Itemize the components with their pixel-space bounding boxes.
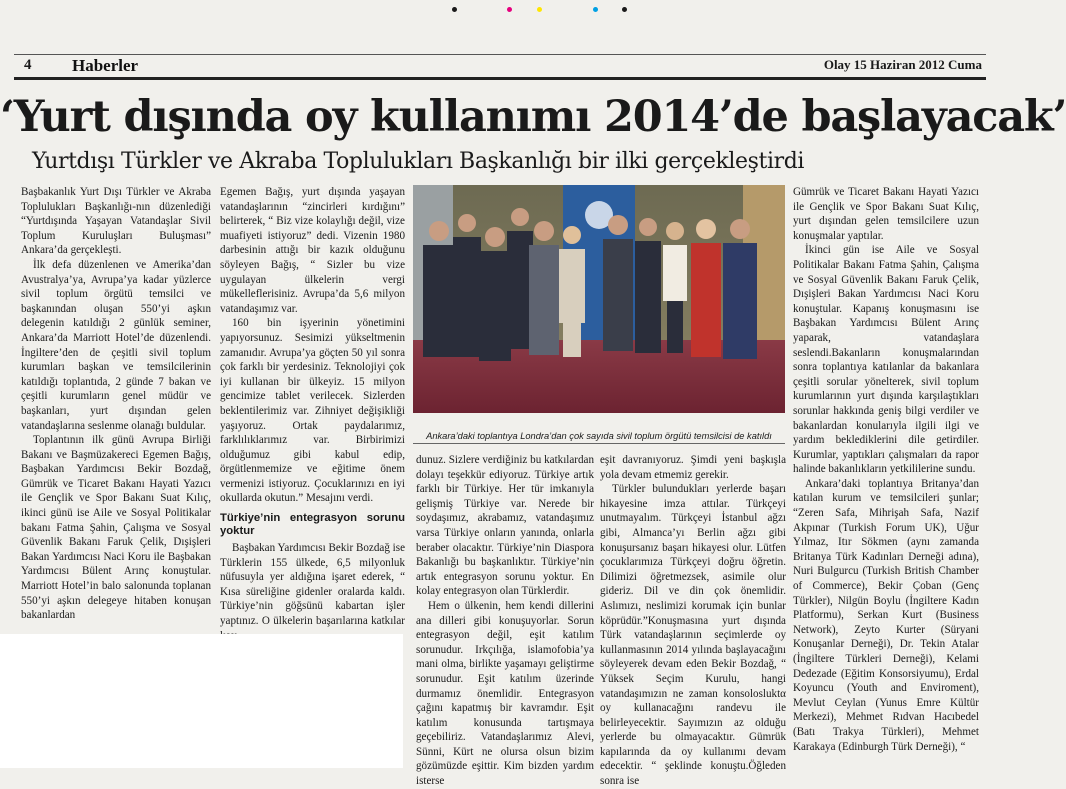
caption-divider [413, 443, 785, 444]
page-header [14, 54, 986, 80]
article-column-2 [220, 185, 405, 628]
photo-caption: Ankara’daki toplantıya Londra’dan çok sayıda sivil toplum örgütü temsilcisi de katıldı [426, 431, 772, 441]
page-number: 4 [24, 57, 32, 73]
paragraph: dunuz. Sizlere verdiğiniz bu katkılardan dolayı teşekkür ediyoruz. Türkiye artık farklı bir Türkiye. Her tür imkanıyla gelişmiş Türkiye var. Nerede bir soydaşımız, akrabamız, vatandaşımız varsa Türkiye onların yanında, onlarla beraber olacaktır. Türkiye’nin Diaspora Bakanlığı bu başkanlıktır. Türkiye’nin artık entegrasyon sorunu yoktur. En kolay entegrasyon olan Türklerdir. [416, 454, 594, 598]
registration-dot [507, 7, 512, 12]
registration-dot [622, 7, 627, 12]
blank-clipping-area [0, 634, 403, 768]
paragraph: Başbakanlık Yurt Dışı Türkler ve Akraba Toplulukları Başkanlığı-nın düzenlediği “Yurtdışında Yaşayan Vatandaşlar Sivil Toplum Kuruluşları Buluşması” Ankara’da gerçekleşti. [21, 186, 211, 257]
paragraph: eşit davranıyoruz. Şimdi yeni başkışla yola devam etmemiz gerekir. [600, 454, 786, 481]
registration-dot [537, 7, 542, 12]
column-subheading: Türkiye’nin entegrasyon sorunu yoktur [220, 512, 405, 538]
article-column-1 [21, 185, 211, 625]
group-photo-illustration [413, 185, 785, 413]
article-column-4 [600, 453, 786, 788]
meeting-group-photo [413, 185, 785, 413]
paragraph: 160 bin işyerinin yönetimini yapıyorsunuz. Sesimizi yükseltmenin zamanıdır. Avrupa’ya göçten 50 yıl sonra çok farklı bir yerdesiniz. Teknolojiyi çok iyi kullanan bir ülkeyiz. 15 milyon gencimize tablet verilecek. Sizlerden beklentilerimiz var. Zihniyet değişikliği yaşıyoruz. Ortak paydalarımız, farklılıklarımız var. Birbirimizi olduğumuz gibi kabul edip, örgütlenmemize ve eğitime önem vermenizi istiyoruz. Çocuklarınızı en iyi okullarda okutun.” Mesajını verdi. [220, 317, 405, 505]
article-subhead: Yurtdışı Türkler ve Akraba Toplulukları Başkanlığı bir ilki gerçekleştirdi [32, 149, 805, 174]
section-title: Haberler [72, 56, 139, 75]
registration-dot [452, 7, 457, 12]
paragraph: Türkler bulundukları yerlerde başarı hikayesine imza attılar. Türkçeyi unutmayalım. Türkçeyi İstanbul ağzı gibi, Almanca’yı Berlin ağzı gibi konuşursanız başarı hikayesi olur. Lütfen çocuklarımıza Türkçeyi doğru öğretin. Dilimizi öğretmezsek, asimile olur gideriz. Dil ve din çok önemlidir. Aslımızı, neslimizi korumak için bunlar köprüdür.”Konuşmasına yurt dışında Türk vatandaşlarının seçimlerde oy kullanmasının 2014 yılında başlayacağını söyleyerek devam eden Bekir Bozdağ, “ Yüksek Seçim Kurulu, hangi vatandaşımızın ne zaman konsolosluktα oy kullanacağını randevu ile belirleyecektir. Sayımızın az olduğu yerlerde bu olmayacaktır. Gümrük kapılarında da oy kullanımı devam edecektir. “ şeklinde konuştu.Öğleden sonra ise [600, 483, 786, 788]
registration-dot [593, 7, 598, 12]
paragraph: Gümrük ve Ticaret Bakanı Hayati Yazıcı ile Gençlik ve Spor Bakanı Suat Kılıç, yurt dışından gelen temsilcilere uzun konuşmalar yaptılar. [793, 186, 979, 242]
paragraph: İlk defa düzenlenen ve Amerika’dan Avustralya’ya, Avrupa’ya kadar yüzlerce sivil toplum örgütü temsilci ve başkanından oluşan 550’yi aşkın delegenin katıldığı 2 günlük seminer, Ankara’da Marriott Hotel’de düzenlendi. İngiltere’den de çeşitli sivil toplum kurumları başkan ve temsilcilerinin katıldığı toplantıda, 2 günde 7 bakan ve çeşitli kurumların genel müdür ve başkanları, yurt dışından gelen vatandaşlarına seslenme olanağı buldular. [21, 258, 211, 432]
article-column-3 [416, 453, 594, 788]
paragraph: Egemen Bağış, yurt dışında yaşayan vatandaşlarının “zincirleri kırdığını” belirterek, “ Biz vize kolaylığı değil, vize muafiyeti istiyoruz” dedi. Vizenin 1980 darbesinin attığı bir kazık olduğunu söyleyen Bağış, “ Sizler bu vize uygulayan ülkelerin vergi mükelleflerisiniz. Avrupa’da 5,6 milyon vatandaşımız var. [220, 186, 405, 315]
paragraph: Toplantının ilk günü Avrupa Birliği Bakanı ve Başmüzakereci Egemen Bağış, Başbakan Yardımcısı Bekir Bozdağ, Gümrük ve Ticaret Bakanı Hayati Yazıcı ile Gençlik ve Spor Bakanı Suat Kılıç, ikinci günü ise Aile ve Sosyal Politikalar bakanı Fatma Şahin, Çalışma ve Sosyal Güvenlik Bakanı Faruk Çelik, Dışişleri Bakan Yardımcısı Naci Koru ile Başbakan Yardımcısı Bülent Arınç konuştular. Marriott Hotel’in balo salonunda toplanan 550’yi aşkın delegeye hitaben konuşan bakanlardan [21, 434, 211, 622]
paragraph: Hem o ülkenin, hem kendi dillerini ana dilleri gibi konuşuyorlar. Sorun entegrasyon değil, eşit katılım sorunudur. Irkçılığa, islamofobia’ya mani olma, birlikte yaşamayı geliştirme sorunudur. Eşit katılım üzerinde durmamız önemlidir. Entegrasyon çağını kapatmış bir kavramdır. Eşit katılım konusunda tartışmaya geçebiliriz. Vatandaşlarımız Alevi, Sünni, Kürt ne olursa olsun bizim gözümüzde eşittir. Kim bizden yardım isterse [416, 599, 594, 788]
article-headline: ‘Yurt dışında oy kullanımı 2014’de başlayacak’ [0, 92, 1066, 142]
dateline: Olay 15 Haziran 2012 Cuma [823, 57, 982, 72]
print-registration-marks [0, 4, 1000, 18]
paragraph: İkinci gün ise Aile ve Sosyal Politikalar Bakanı Fatma Şahin, Çalışma ve Sosyal Güvenlik Bakanı Faruk Çelik, Dışişleri Bakan Yardımcısı Naci Koru konuştular. Kapanış konuşmasını ise Başbakan Yardımcısı Bülent Arınç yaparak, vatandaşlara seslendi.Bakanların konuşmalarından sonra toplantıya katılanlar da bakanlara çeşitli sorular yönelterek, sivil toplum kurumlarının yurt dışında karşılaştıkları sorunlar hakkında geniş bilgi verdiler ve bakanlardan konularıyla ilgili ilgi ve yardım beklediklerini dile getirdiler. Kurumlar, yaptıkları çalışmaları da rapor halinde bakanlıkların yetkililerine sundu. [793, 244, 979, 476]
article-column-5 [793, 185, 979, 765]
paragraph: Başbakan Yardımcısı Bekir Bozdağ ise Türklerin 155 ülkede, 6,5 milyonluk nüfusuyla yer aldığına işaret ederek, “ Kısa süreliğine gidenler oralarda kaldı. Türkiye’nin göğsünü kabartan işler yaptınız. O ülkelerin başarılarına katkılar [220, 542, 405, 628]
paragraph: Ankara’daki toplantıya Britanya’dan katılan kurum ve temsilcileri şunlar; “Zeren Safa, Mihrişah Safa, Nazif Akpınar (Turkish Forum UK), Uğur Yılmaz, Itır Sökmen (aynı zamanda Britanya Türk Kadınları Derneği adına), Nuri Bulgurcu (Turkish British Chamber of Commerce), Bekir Çoban (Genç Türkler), Nilgün Boylu (İngiltere Kadın Platformu), Serkan Kurt (Business Network), Zeyto Kurter (Süryani Konuşanlar Derneği), Dr. Tekin Atalar (İngiltere Türkleri Derneği), Kelami Dedezade (Eğitim Konsorsiyumu), Erdal Koyuncu (Youth and Enviroment), Mevlut Ceylan (Yunus Emre Kültür Merkezi), Mehmet Rıdvan Hacıbedel (Batı Trakya Türkleri), Mehmet Karakaya (Edinburgh Türk Derneği), “ [793, 477, 979, 753]
